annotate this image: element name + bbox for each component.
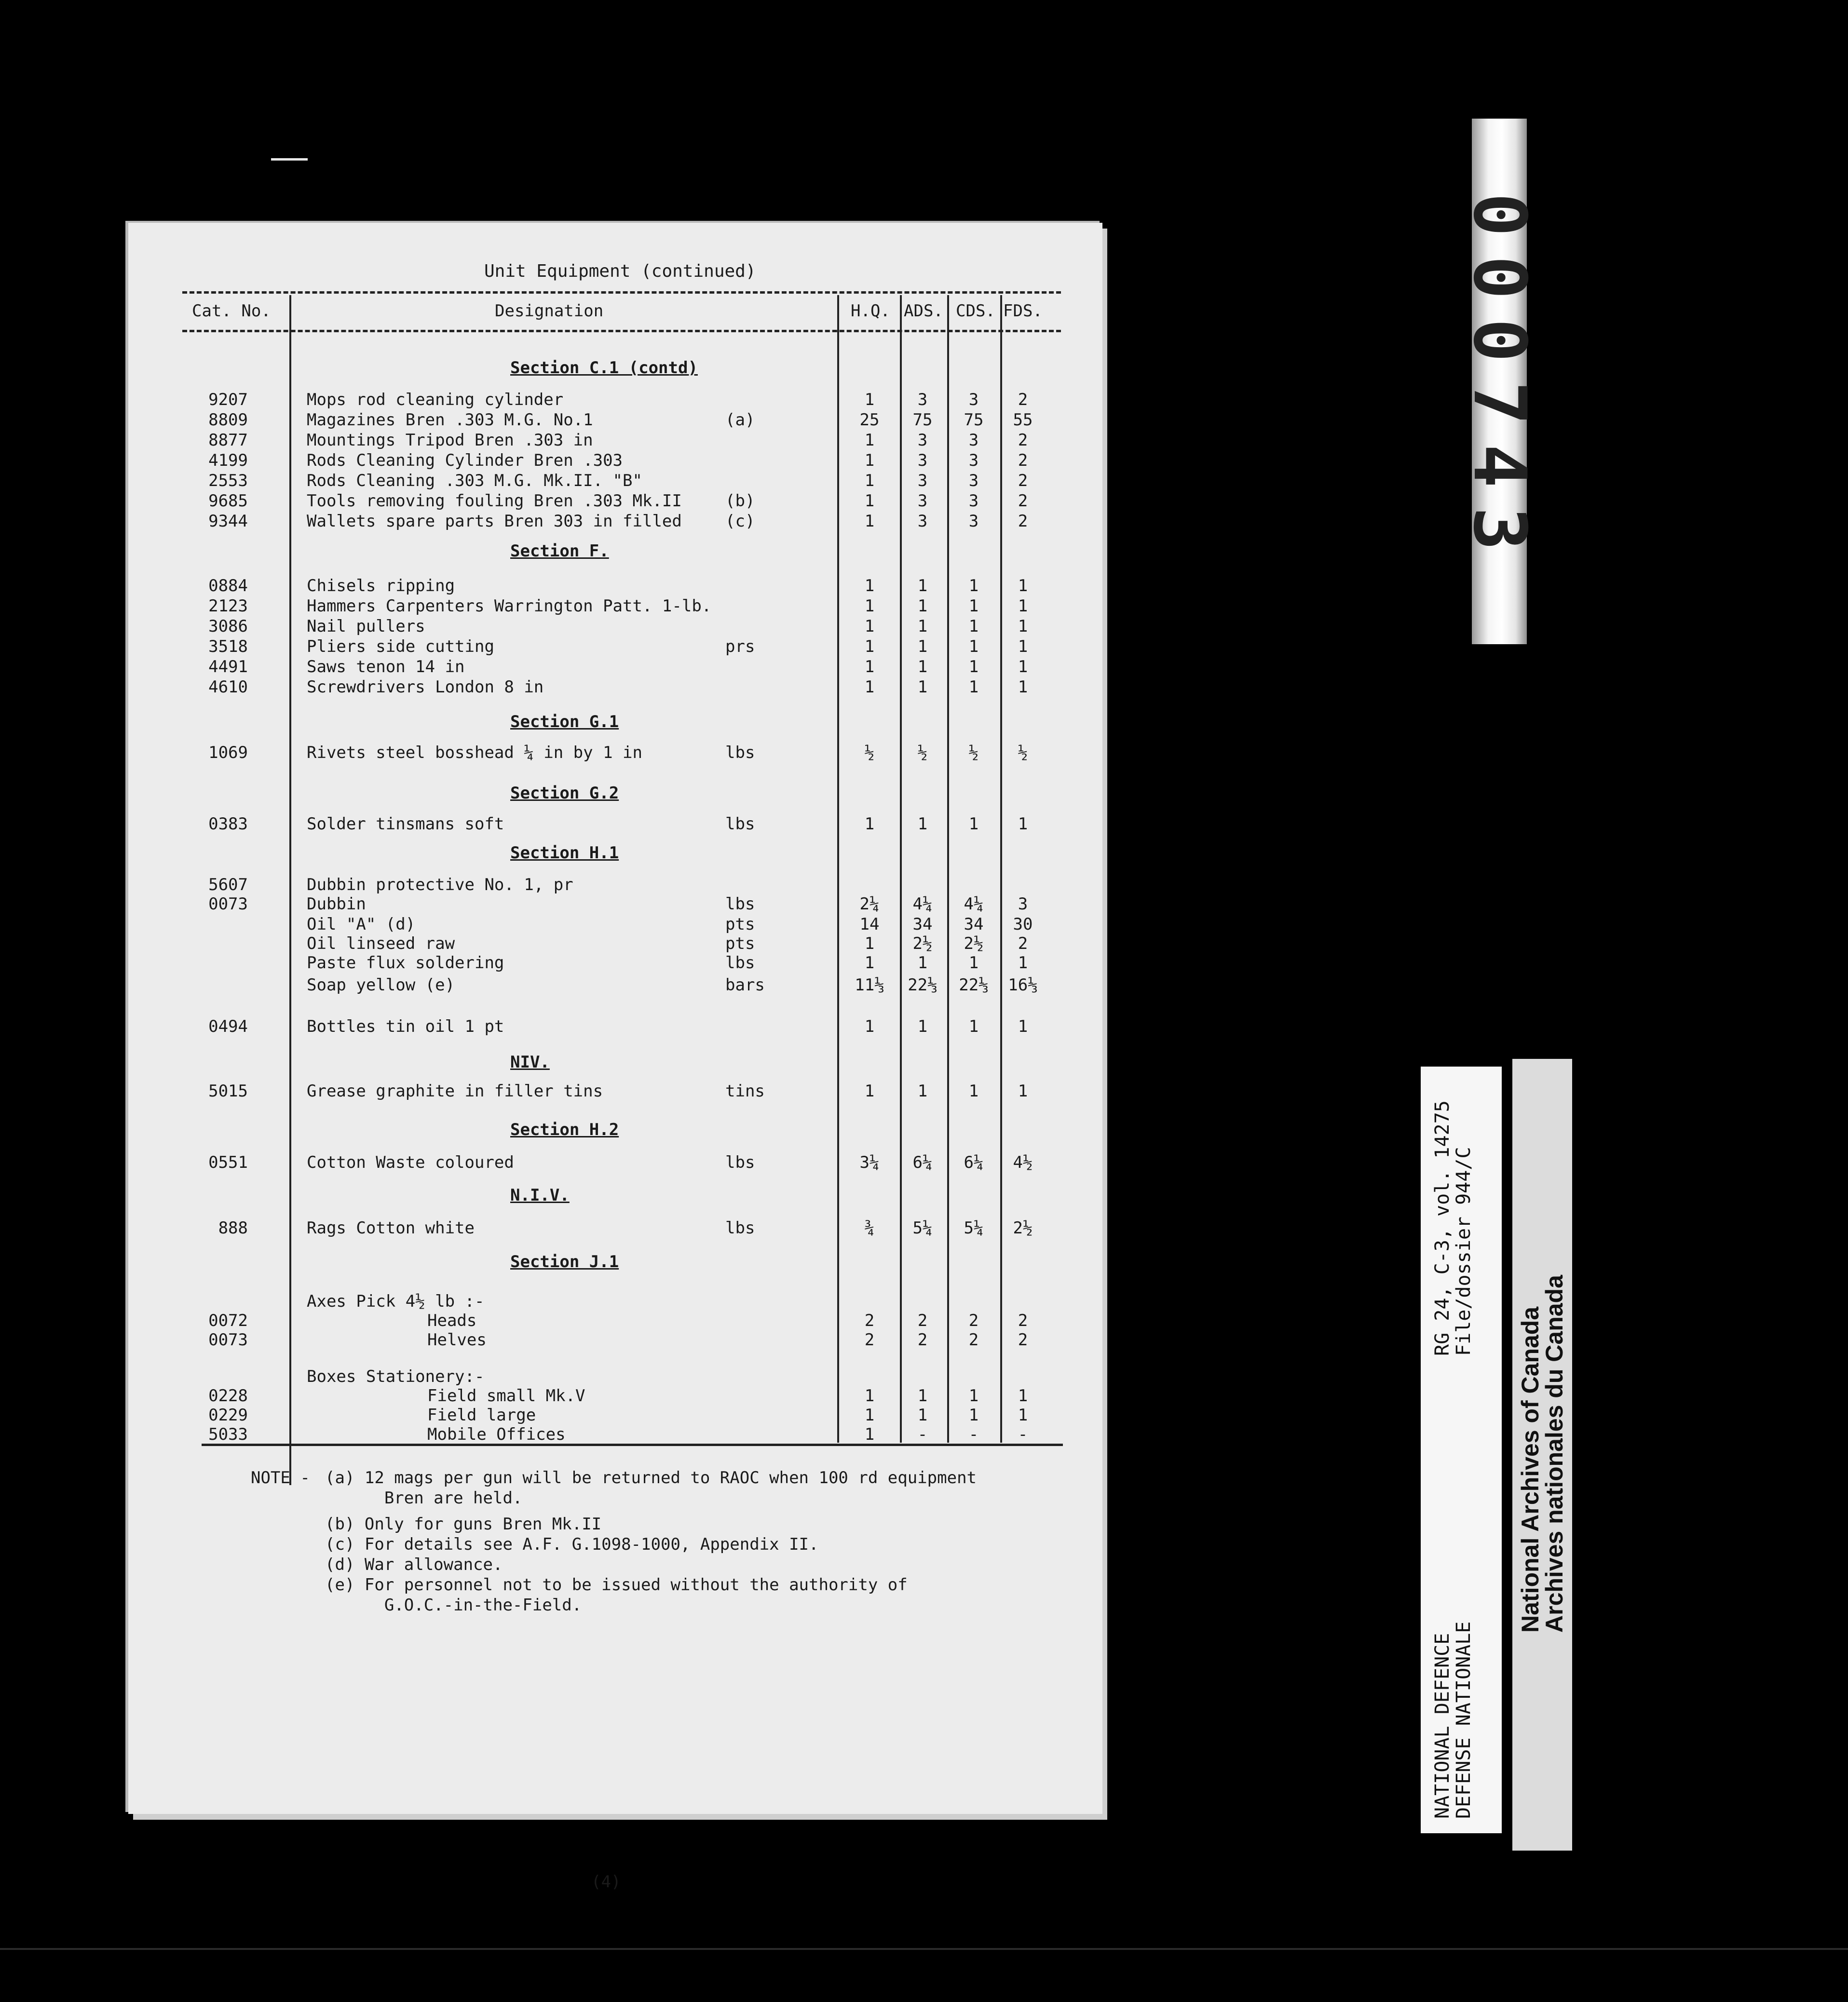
item-unit: (c) [725,512,755,531]
frame-number-stamp [1457,119,1541,644]
quantity-cds: 1 [968,677,979,697]
catalogue-number: 888 [218,1218,248,1238]
note-line: (c) For details see A.F. G.1098-1000, Appendix II. [325,1535,819,1554]
item-designation: Tools removing fouling Bren .303 Mk.II [307,491,682,511]
catalogue-number: 0073 [208,894,248,914]
item-designation: Rags Cotton white [307,1218,475,1238]
quantity-fds: 1 [1018,596,1028,616]
item-unit: lbs [725,814,755,834]
catalogue-number: 4199 [208,451,248,470]
item-designation: Mountings Tripod Bren .303 in [307,431,593,450]
quantity-cds: 1 [968,1386,979,1406]
column-rule-hq [837,295,839,1443]
quantity-cds: 4¼ [964,894,984,914]
quantity-hq: 2 [864,1330,875,1350]
quantity-hq: 1 [864,814,875,834]
catalogue-number: 2553 [208,471,248,490]
catalogue-number: 0494 [208,1017,248,1036]
quantity-ads: 2½ [912,934,933,953]
quantity-ads: 5¼ [912,1218,933,1238]
quantity-fds: 2 [1018,451,1028,470]
section-heading: N.I.V. [510,1186,570,1205]
quantity-hq: 1 [864,953,875,973]
quantity-hq: 1 [864,471,875,490]
catalogue-number: 5607 [208,875,248,894]
section-heading: Section J.1 [510,1252,619,1272]
item-unit: (a) [725,410,755,430]
note-line: (d) War allowance. [325,1555,503,1574]
catalogue-number: 2123 [208,596,248,616]
catalogue-number: 0229 [208,1406,248,1425]
item-designation: Dubbin protective No. 1, pr [307,875,573,894]
catalogue-number: 9344 [208,512,248,531]
quantity-fds: 1 [1018,617,1028,636]
item-designation: Cotton Waste coloured [307,1153,514,1172]
quantity-ads: 1 [917,637,928,656]
quantity-ads: ½ [917,743,928,762]
quantity-cds: 3 [968,390,979,409]
item-designation: Magazines Bren .303 M.G. No.1 [307,410,593,430]
quantity-ads: 1 [917,1386,928,1406]
item-designation: Bottles tin oil 1 pt [307,1017,504,1036]
quantity-fds: 2 [1018,1330,1028,1350]
item-designation: Boxes Stationery:- [307,1367,485,1386]
column-header-cds: CDS. [956,301,995,321]
quantity-hq: 1 [864,1017,875,1036]
quantity-ads: 1 [917,814,928,834]
section-heading: Section F. [510,541,609,561]
quantity-fds: 1 [1018,1082,1028,1101]
item-designation: Chisels ripping [307,576,455,595]
section-heading: Section G.2 [510,784,619,803]
quantity-hq: 1 [864,1425,875,1444]
quantity-cds: 5¼ [964,1218,984,1238]
quantity-ads: 4¼ [912,894,933,914]
archive-name-en: National Archives of Canada [1517,1306,1544,1633]
reference-line-1: RG 24, C-3, vol. 14275 [1431,1100,1454,1356]
quantity-cds: 3 [968,451,979,470]
catalogue-number: 9207 [208,390,248,409]
quantity-ads: 1 [917,677,928,697]
quantity-hq: 1 [864,596,875,616]
item-designation: Field small Mk.V [427,1386,585,1406]
catalogue-number: 5015 [208,1082,248,1101]
item-unit: bars [725,975,765,995]
quantity-fds: ½ [1018,743,1028,762]
quantity-ads: 75 [912,410,933,430]
quantity-fds: 2 [1018,1311,1028,1330]
quantity-hq: 1 [864,576,875,595]
item-designation: Helves [427,1330,487,1350]
column-rule-ads [900,295,902,1443]
item-unit: pts [725,915,755,934]
quantity-ads: 3 [917,491,928,511]
item-designation: Field large [427,1406,536,1425]
quantity-hq: 1 [864,637,875,656]
item-designation: Mops rod cleaning cylinder [307,390,564,409]
quantity-ads: 1 [917,1406,928,1425]
quantity-ads: 22⅓ [908,975,938,995]
header-top-rule [182,291,1061,294]
item-unit: prs [725,637,755,656]
item-designation: Rods Cleaning .303 M.G. Mk.II. "B" [307,471,642,490]
quantity-cds: 2 [968,1311,979,1330]
item-designation: Paste flux soldering [307,953,504,973]
item-designation: Dubbin [307,894,366,914]
quantity-ads: 3 [917,431,928,450]
quantity-hq: 1 [864,431,875,450]
quantity-fds: 1 [1018,814,1028,834]
section-heading: Section H.2 [510,1120,619,1139]
quantity-fds: 1 [1018,1017,1028,1036]
item-unit: lbs [725,743,755,762]
quantity-fds: 1 [1018,1386,1028,1406]
item-designation: Saws tenon 14 in [307,657,465,676]
quantity-hq: 1 [864,451,875,470]
quantity-hq: ¾ [864,1218,875,1238]
quantity-ads: 3 [917,451,928,470]
catalogue-number: 0551 [208,1153,248,1172]
quantity-cds: 1 [968,1082,979,1101]
column-header-ads: ADS. [904,301,943,321]
quantity-cds: 1 [968,637,979,656]
page-number: (4) [591,1872,621,1892]
item-designation: Wallets spare parts Bren 303 in filled [307,512,682,531]
document-title: Unit Equipment (continued) [484,261,756,281]
quantity-fds: 3 [1018,894,1028,914]
item-designation: Axes Pick 4½ lb :- [307,1292,485,1311]
item-unit: pts [725,934,755,953]
quantity-cds: 1 [968,1017,979,1036]
catalogue-number: 0072 [208,1311,248,1330]
quantity-fds: 1 [1018,1406,1028,1425]
quantity-ads: 1 [917,1017,928,1036]
catalogue-number: 8809 [208,410,248,430]
catalogue-number: 5033 [208,1425,248,1444]
item-unit: lbs [725,953,755,973]
quantity-cds: 3 [968,471,979,490]
note-line: G.O.C.-in-the-Field. [325,1596,582,1615]
catalogue-number: 4610 [208,677,248,697]
item-designation: Rivets steel bosshead ¼ in by 1 in [307,743,642,762]
item-designation: Oil linseed raw [307,934,455,953]
quantity-fds: 1 [1018,637,1028,656]
quantity-cds: 1 [968,657,979,676]
quantity-fds: 1 [1018,953,1028,973]
quantity-hq: 25 [859,410,880,430]
quantity-hq: 1 [864,934,875,953]
quantity-cds: 1 [968,1406,979,1425]
quantity-hq: 1 [864,491,875,511]
note-line: (a) 12 mags per gun will be returned to RAOC when 100 rd equipment [325,1468,977,1488]
item-unit: lbs [725,1153,755,1172]
quantity-fds: 4½ [1013,1153,1033,1172]
quantity-cds: 3 [968,512,979,531]
quantity-ads: 2 [917,1330,928,1350]
quantity-fds: 1 [1018,657,1028,676]
item-designation: Rods Cleaning Cylinder Bren .303 [307,451,623,470]
notes-label: NOTE - [251,1468,310,1488]
quantity-ads: 1 [917,1082,928,1101]
quantity-fds: 55 [1013,410,1033,430]
quantity-hq: 1 [864,657,875,676]
item-designation: Soap yellow (e) [307,975,455,995]
quantity-cds: 1 [968,596,979,616]
item-designation: Oil "A" (d) [307,915,416,934]
quantity-cds: 3 [968,431,979,450]
film-speck [271,158,308,161]
department-line-1: NATIONAL DEFENCE [1431,1633,1454,1819]
quantity-fds: 16⅓ [1008,975,1038,995]
quantity-cds: 3 [968,491,979,511]
quantity-cds: 75 [964,410,984,430]
quantity-cds: 2½ [964,934,984,953]
quantity-hq: 1 [864,617,875,636]
archive-name-fr: Archives nationales du Canada [1541,1275,1568,1633]
quantity-cds: 34 [964,915,984,934]
quantity-fds: 2 [1018,934,1028,953]
catalogue-number: 0073 [208,1330,248,1350]
quantity-hq: 3¼ [859,1153,880,1172]
quantity-cds: ½ [968,743,979,762]
quantity-hq: ½ [864,743,875,762]
quantity-hq: 1 [864,677,875,697]
item-designation: Mobile Offices [427,1425,566,1444]
column-rule-fds [1000,295,1002,1443]
quantity-ads: 34 [912,915,933,934]
film-edge-rule [0,1948,1848,1950]
frame-number: 000743 [1457,193,1541,570]
item-designation: Heads [427,1311,477,1330]
catalogue-number: 1069 [208,743,248,762]
item-unit: tins [725,1082,765,1101]
quantity-fds: 2 [1018,390,1028,409]
quantity-fds: 2 [1018,512,1028,531]
note-line: Bren are held. [325,1488,523,1508]
document-page [128,223,1102,1892]
item-designation: Pliers side cutting [307,637,494,656]
quantity-fds: 1 [1018,677,1028,697]
quantity-ads: 3 [917,471,928,490]
column-rule-cat [289,295,291,1485]
quantity-fds: - [1018,1425,1028,1444]
quantity-hq: 1 [864,512,875,531]
column-header-hq: H.Q. [851,301,890,321]
catalogue-number: 0228 [208,1386,248,1406]
quantity-ads: - [917,1425,928,1444]
quantity-ads: 1 [917,576,928,595]
quantity-hq: 2 [864,1311,875,1330]
quantity-fds: 2 [1018,431,1028,450]
catalogue-number: 3518 [208,637,248,656]
column-header-cat-no: Cat. No. [192,301,271,321]
column-header-fds: FDS. [1003,301,1043,321]
quantity-fds: 2 [1018,471,1028,490]
quantity-ads: 3 [917,390,928,409]
catalogue-number: 0884 [208,576,248,595]
item-unit: lbs [725,894,755,914]
quantity-hq: 1 [864,1406,875,1425]
section-heading: Section C.1 (contd) [510,358,698,378]
quantity-hq: 14 [859,915,880,934]
archive-name-label [1512,1059,1572,1851]
quantity-hq: 1 [864,1386,875,1406]
catalogue-number: 3086 [208,617,248,636]
quantity-ads: 1 [917,657,928,676]
department-line-2: DEFENSE NATIONALE [1453,1621,1475,1819]
catalogue-number: 0383 [208,814,248,834]
quantity-cds: - [968,1425,979,1444]
quantity-fds: 1 [1018,576,1028,595]
quantity-fds: 2 [1018,491,1028,511]
archive-reference-label [1421,1067,1502,1833]
quantity-cds: 1 [968,953,979,973]
note-line: (b) Only for guns Bren Mk.II [325,1515,602,1534]
quantity-ads: 6¼ [912,1153,933,1172]
quantity-ads: 2 [917,1311,928,1330]
quantity-cds: 6¼ [964,1153,984,1172]
quantity-cds: 1 [968,576,979,595]
quantity-cds: 22⅓ [959,975,989,995]
catalogue-number: 8877 [208,431,248,450]
item-unit: (b) [725,491,755,511]
quantity-cds: 2 [968,1330,979,1350]
item-designation: Grease graphite in filler tins [307,1082,603,1101]
catalogue-number: 4491 [208,657,248,676]
item-designation: Hammers Carpenters Warrington Patt. 1-lb. [307,596,712,616]
section-heading: Section H.1 [510,843,619,863]
catalogue-number: 9685 [208,491,248,511]
item-designation: Screwdrivers London 8 in [307,677,544,697]
note-line: (e) For personnel not to be issued without the authority of [325,1575,908,1595]
column-header-designation: Designation [495,301,604,321]
quantity-fds: 30 [1013,915,1033,934]
column-rule-cds [947,295,949,1443]
header-bottom-rule [182,330,1061,332]
item-unit: lbs [725,1218,755,1238]
item-designation: Solder tinsmans soft [307,814,504,834]
item-designation: Nail pullers [307,617,425,636]
quantity-hq: 1 [864,1082,875,1101]
reference-line-2: File/dossier 944/C [1453,1147,1475,1356]
quantity-cds: 1 [968,814,979,834]
quantity-ads: 1 [917,617,928,636]
quantity-hq: 1 [864,390,875,409]
quantity-hq: 11⅓ [855,975,884,995]
quantity-ads: 1 [917,596,928,616]
quantity-ads: 1 [917,953,928,973]
quantity-hq: 2¼ [859,894,880,914]
quantity-cds: 1 [968,617,979,636]
quantity-fds: 2½ [1013,1218,1033,1238]
quantity-ads: 3 [917,512,928,531]
section-heading: NIV. [510,1053,550,1072]
section-heading: Section G.1 [510,712,619,731]
